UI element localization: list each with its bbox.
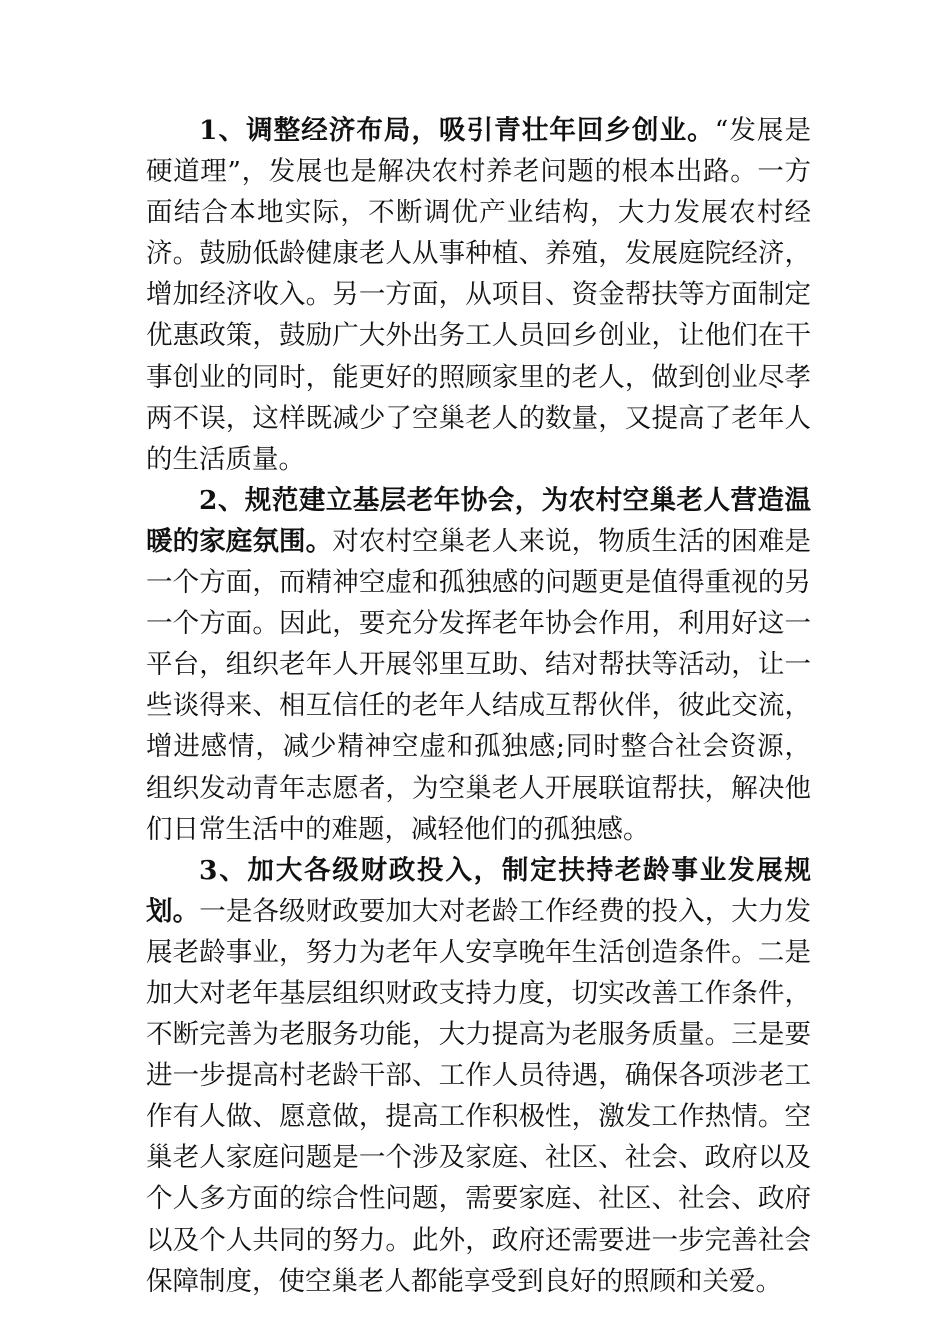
paragraph-1-heading: 1、调整经济布局，吸引青壮年回乡创业。 bbox=[199, 115, 715, 146]
paragraph-2 bbox=[146, 480, 811, 850]
paragraph-2-text: 对农村空巢老人来说，物质生活的困难是一个方面，而精神空虚和孤独感的问题更是值得重视的另一个方面。因此，要充分发挥老年协会作用，利用好这一平台，组织老年人开展邻里互助、结对帮扶等活动，让一些谈得来、相互信任的老年人结成互帮伙伴，彼此交流，增进感情，减少精神空虚和孤独感;同时整合社会资源，组织发动青年志愿者，为空巢老人开展联谊帮扶，解决他们日常生活中的难题，减轻他们的孤独感。 bbox=[146, 525, 812, 845]
paragraph-3 bbox=[146, 850, 811, 1302]
paragraph-3-heading: 3、加大各级财政投入，制定扶持老龄事业发展规划。 bbox=[146, 854, 811, 927]
paragraph-1 bbox=[146, 110, 811, 480]
paragraph-3-text: 一是各级财政要加大对老龄工作经费的投入，大力发展老龄事业，努力为老年人安享晚年生活创造条件。二是加大对老年基层组织财政支持力度，切实改善工作条件，不断完善为老服务功能，大力提高为老服务质量。三是要进一步提高村老龄干部、工作人员待遇，确保各项涉老工作有人做、愿意做，提高工作积极性，激发工作热情。空巢老人家庭问题是一个涉及家庭、社区、社会、政府以及个人多方面的综合性问题，需要家庭、社区、社会、政府以及个人共同的努力。此外，政府还需要进一步完善社会保障制度，使空巢老人都能享受到良好的照顾和关爱。 bbox=[146, 895, 812, 1297]
paragraph-1-text: “发展是硬道理”，发展也是解决农村养老问题的根本出路。一方面结合本地实际，不断调优产业结构，大力发展农村经济。鼓励低龄健康老人从事种植、养殖，发展庭院经济，增加经济收入。另一方面，从项目、资金帮扶等方面制定优惠政策，鼓励广大外出务工人员回乡创业，让他们在干事创业的同时，能更好的照顾家里的老人，做到创业尽孝两不误，这样既减少了空巢老人的数量，又提高了老年人的生活质量。 bbox=[146, 115, 811, 475]
paragraph-2-heading: 2、规范建立基层老年协会，为农村空巢老人营造温暖的家庭氛围。 bbox=[146, 484, 811, 557]
document-body bbox=[146, 110, 811, 1302]
